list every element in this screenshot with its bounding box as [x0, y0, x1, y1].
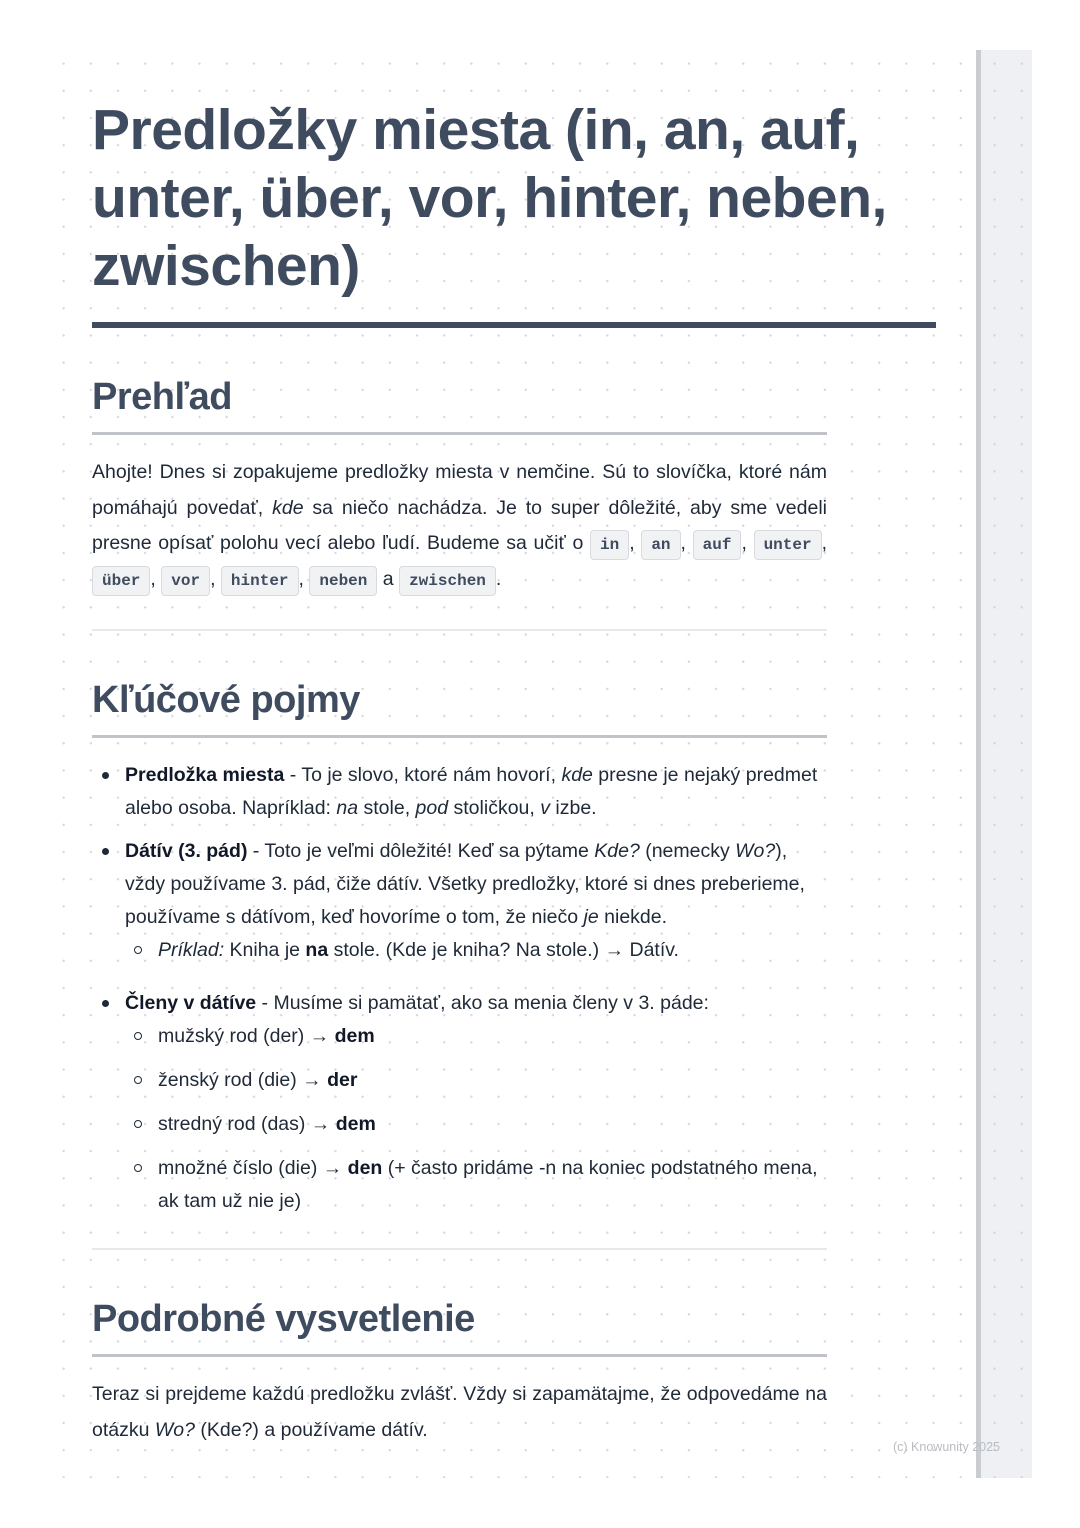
section-separator: [92, 629, 827, 631]
emphasis: pod: [415, 797, 449, 819]
keyword-uber: über: [92, 566, 150, 596]
keyword-auf: auf: [693, 530, 742, 560]
emphasis: v: [540, 797, 550, 819]
sub-list-item: [125, 1152, 827, 1218]
circle-bullet-icon: [134, 1032, 142, 1040]
emphasis: Wo?: [154, 1418, 195, 1441]
section-heading-details: Podrobné vysvetlenie: [92, 1298, 475, 1340]
text: stredný rod (das) →: [158, 1113, 336, 1135]
key-terms-list: [92, 759, 827, 1218]
section-key-terms: [92, 677, 827, 1218]
list-item: [92, 759, 827, 825]
list-item: [92, 987, 827, 1218]
keyword-neben: neben: [309, 566, 377, 596]
text: Kniha je: [224, 939, 306, 961]
text: ženský rod (die) →: [158, 1069, 328, 1091]
text: množné číslo (die) →: [158, 1157, 348, 1179]
comma: ,: [629, 532, 635, 554]
text: stoličkou,: [448, 797, 541, 819]
keyword-zwischen: zwischen: [399, 566, 496, 596]
bullet-icon: [102, 772, 109, 779]
sub-list-item: [125, 1108, 827, 1141]
overview-text: sa niečo nachádza. Je to super dôležité, aby sme vedeli presne opísať polohu vecí alebo ľudí. Budeme sa učiť o: [92, 496, 828, 554]
text: (Kde?) a používame dátív.: [194, 1418, 428, 1441]
text: Musíme si pamätať, ako sa menia členy v 3. páde:: [273, 992, 709, 1014]
page-title: [92, 96, 936, 300]
keyword-vor: vor: [161, 566, 210, 596]
overview-paragraph: [92, 455, 827, 597]
emphasis: na: [336, 797, 359, 819]
bullet-icon: [102, 1000, 109, 1007]
comma: ,: [150, 567, 156, 590]
keyword-hinter: hinter: [221, 566, 299, 596]
sub-list-item: [125, 1064, 827, 1097]
text: ), vždy používame 3. pád, čiže dátív. Všetky predložky, ktoré si dnes preberieme, používame s dátívom, keď hovoríme o tom, že niečo: [125, 840, 805, 928]
sub-list-item: [125, 934, 827, 967]
bold-word: der: [327, 1069, 358, 1091]
comma: ,: [680, 532, 686, 554]
emphasis: Príklad:: [158, 939, 225, 961]
page-side-strip: [976, 50, 1032, 1478]
text: mužský rod (der) →: [158, 1025, 335, 1047]
overview-text: Ahojte! Dnes si zopakujeme predložky miesta v nemčine. Sú to slovíčka, ktoré nám pomáhajú povedať,: [92, 461, 827, 519]
section-overview: [92, 374, 827, 597]
section-details: [92, 1296, 827, 1448]
dash: -: [284, 764, 302, 786]
circle-bullet-icon: [134, 1076, 142, 1084]
dash: -: [256, 992, 274, 1014]
text: To je slovo, ktoré nám hovorí,: [301, 764, 562, 786]
emphasis: kde: [272, 496, 304, 519]
text: Toto je veľmi dôležité! Keď sa pýtame: [264, 840, 595, 862]
term: Dátív (3. pád): [125, 840, 248, 862]
text: stole. (Kde je kniha? Na stole.) → Dátív.: [328, 939, 679, 961]
section-heading-key-terms: Kľúčové pojmy: [92, 679, 360, 721]
details-paragraph: [92, 1377, 827, 1448]
term: Predložka miesta: [125, 764, 285, 786]
text: (+ často pridáme -n na koniec podstatného mena, ak tam už nie je): [158, 1157, 818, 1212]
conjunction: a: [382, 567, 394, 590]
comma: ,: [210, 567, 216, 590]
heading-divider: [92, 735, 827, 738]
heading-divider: [92, 432, 827, 435]
heading-divider: [92, 1354, 827, 1357]
keyword-unter: unter: [754, 530, 822, 560]
bold-word: dem: [335, 1113, 376, 1135]
circle-bullet-icon: [134, 946, 142, 954]
keyword-in: in: [590, 530, 629, 560]
sub-list: [125, 934, 827, 967]
term: Členy v dátíve: [125, 992, 257, 1014]
keyword-an: an: [641, 530, 680, 560]
dash: -: [247, 840, 265, 862]
comma: ,: [741, 532, 747, 554]
text: niekde.: [598, 906, 668, 928]
comma: ,: [298, 567, 304, 590]
bullet-icon: [102, 848, 109, 855]
title-line-1: Predložky miesta (in, an, auf,: [92, 98, 860, 162]
copyright-footer: (c) Knowunity 2025: [893, 1440, 1001, 1454]
emphasis: kde: [561, 764, 593, 786]
text: presne je nejaký predmet alebo osoba. Napríklad:: [125, 764, 818, 819]
text: izbe.: [549, 797, 597, 819]
list-item: [92, 835, 827, 967]
emphasis: je: [583, 906, 599, 928]
bold-word: den: [347, 1157, 383, 1179]
bold-word: dem: [334, 1025, 375, 1047]
title-divider: [92, 322, 936, 328]
emphasis: Kde?: [594, 840, 640, 862]
sub-list-item: [125, 1020, 827, 1053]
comma: ,: [821, 532, 827, 554]
text: stole,: [358, 797, 416, 819]
period: .: [495, 567, 502, 590]
title-line-2: unter, über, vor, hinter, neben,: [92, 166, 887, 230]
section-heading-overview: Prehľad: [92, 376, 232, 418]
circle-bullet-icon: [134, 1120, 142, 1128]
title-line-3: zwischen): [92, 234, 360, 298]
section-separator: [92, 1248, 827, 1250]
emphasis: Wo?: [735, 840, 776, 862]
sub-list: [125, 1020, 827, 1218]
bold-word: na: [305, 939, 329, 961]
circle-bullet-icon: [134, 1164, 142, 1172]
text: Teraz si prejdeme každú predložku zvlášť. Vždy si zapamätajme, že odpovedáme na otázku: [92, 1383, 827, 1441]
document-content: [92, 96, 936, 1448]
text: (nemecky: [639, 840, 736, 862]
